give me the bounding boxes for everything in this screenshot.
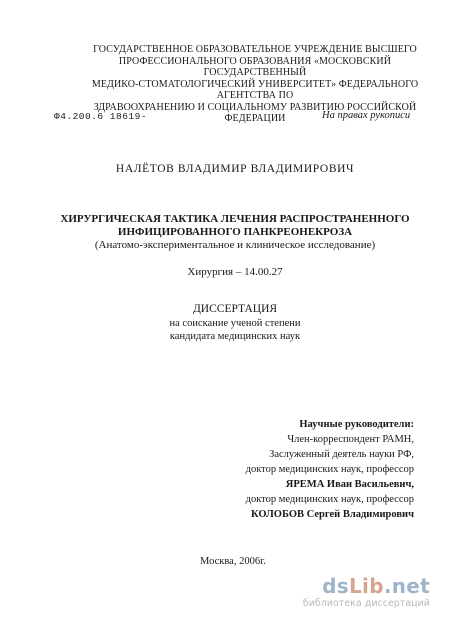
watermark-logo-ds: ds xyxy=(322,574,349,598)
dissertation-label: ДИССЕРТАЦИЯ xyxy=(192,303,278,315)
title-line: ИНФИЦИРОВАННОГО ПАНКРЕОНЕКРОЗА xyxy=(117,226,353,238)
supervisors-heading: Научные руководители: xyxy=(299,419,414,430)
degree-line: на соискание ученой степени xyxy=(169,318,301,329)
supervisor-title: Заслуженный деятель науки РФ, xyxy=(269,449,414,460)
accession-number: Ф4.200.6 18619- xyxy=(54,111,148,122)
watermark-logo-net: .net xyxy=(383,574,430,598)
degree-line: кандидата медицинских наук xyxy=(169,331,301,342)
institution-line: ЗДРАВООХРАНЕНИЮ И СОЦИАЛЬНОМУ РАЗВИТИЮ РОССИЙСКОЙ ФЕДЕРАЦИИ xyxy=(93,101,417,124)
watermark-caption: библиотека диссертаций xyxy=(302,598,430,609)
watermark-logo-lib: Lib xyxy=(349,574,384,598)
supervisor-title: Член-корреспондент РАМН, xyxy=(287,434,414,445)
author-name: НАЛЁТОВ ВЛАДИМИР ВЛАДИМИРОВИЧ xyxy=(115,163,355,175)
specialty-code: Хирургия – 14.00.27 xyxy=(187,266,283,278)
institution-line: ПРОФЕССИОНАЛЬНОГО ОБРАЗОВАНИЯ «МОСКОВСКИЙ ГОСУДАРСТВЕННЫЙ xyxy=(118,55,392,78)
supervisor-title: доктор медицинских наук, профессор xyxy=(245,464,414,475)
title-line: ХИРУРГИЧЕСКАЯ ТАКТИКА ЛЕЧЕНИЯ РАСПРОСТРАНЕННОГО xyxy=(60,213,410,225)
supervisor-title: доктор медицинских наук, профессор xyxy=(245,494,414,505)
institution-line: МЕДИКО-СТОМАТОЛОГИЧЕСКИЙ УНИВЕРСИТЕТ» ФЕДЕРАЛЬНОГО АГЕНТСТВА ПО xyxy=(91,78,419,101)
degree-description xyxy=(60,317,410,343)
supervisors-block xyxy=(94,417,414,522)
supervisor-name: КОЛОБОВ Сергей Владимирович xyxy=(250,509,414,520)
place-and-year: Москва, 2006г. xyxy=(200,556,266,567)
dissertation-title xyxy=(40,213,430,239)
dissertation-subtitle: (Анатомо-экспериментальное и клиническое исследование) xyxy=(94,239,376,251)
rights-note: На правах рукописи xyxy=(322,110,411,121)
institution-line: ГОСУДАРСТВЕННОЕ ОБРАЗОВАТЕЛЬНОЕ УЧРЕЖДЕНИЕ ВЫСШЕГО xyxy=(93,44,417,55)
watermark-logo xyxy=(322,574,430,598)
supervisor-name: ЯРЕМА Иван Васильевич, xyxy=(285,479,414,490)
